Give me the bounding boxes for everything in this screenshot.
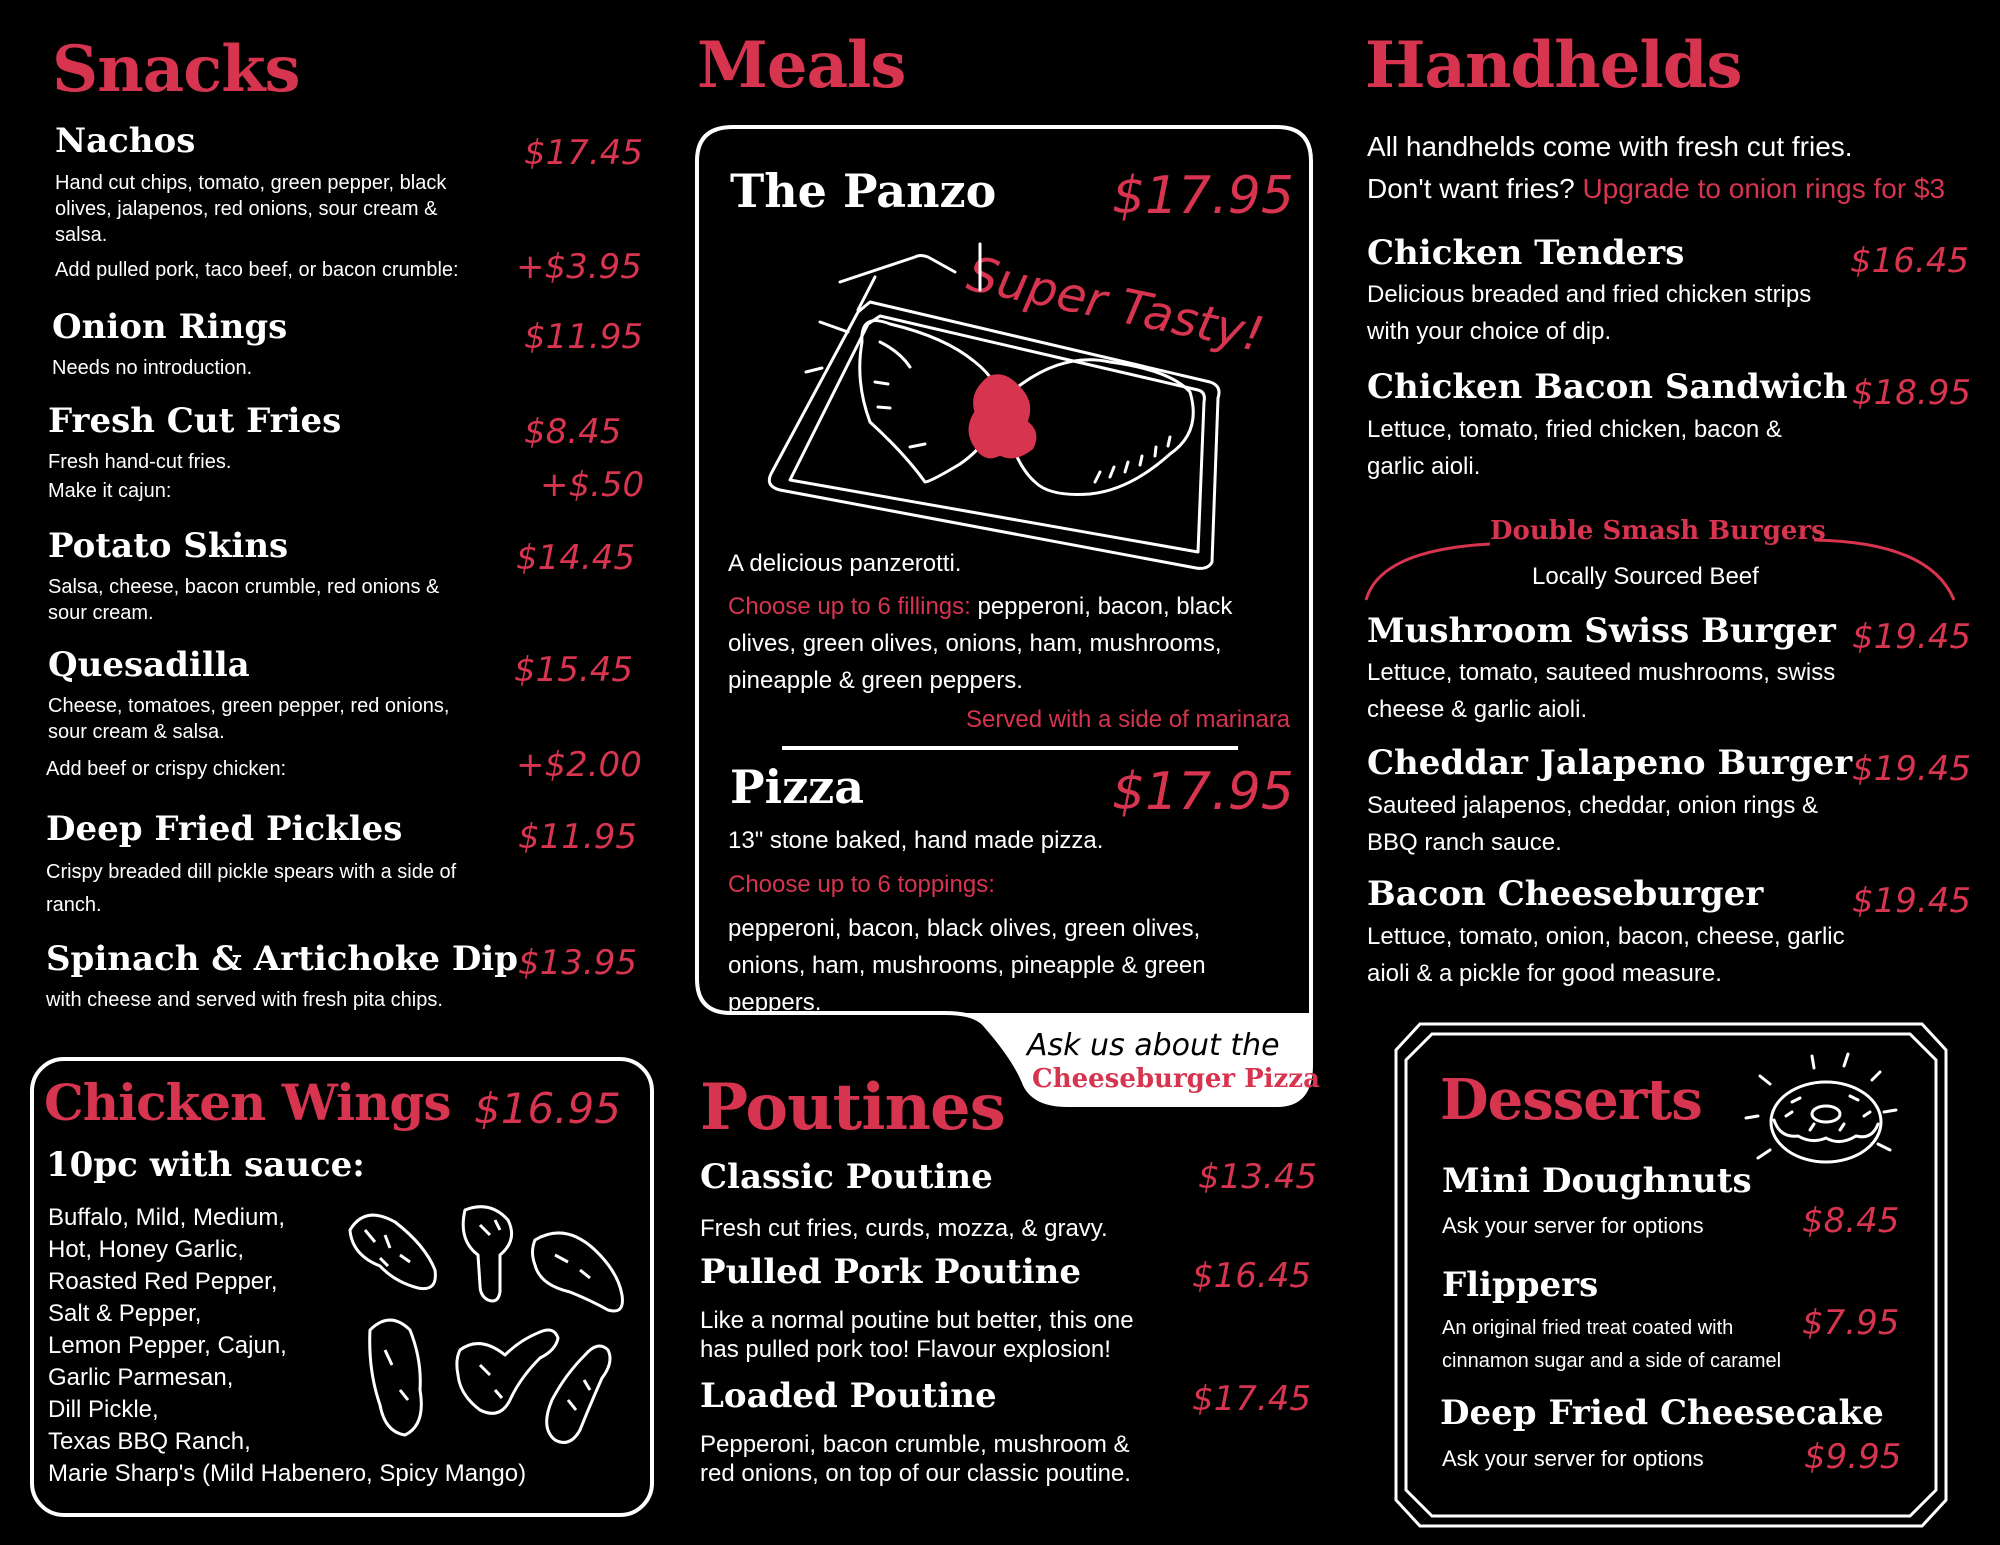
fries-desc: Fresh hand-cut fries. <box>48 451 232 473</box>
pickles-price: $11.95 <box>518 817 637 857</box>
dip-desc: with cheese and served with fresh pita chips. <box>46 989 443 1011</box>
flippers-name: Flippers <box>1442 1265 1599 1305</box>
flippers-desc-line-1: An original fried treat coated with <box>1442 1317 1734 1339</box>
toppings-line-3: peppers. <box>728 989 822 1016</box>
dip-name: Spinach & Artichoke Dip <box>46 939 518 979</box>
potato-skins-name: Potato Skins <box>48 526 289 566</box>
quesadilla-price: $15.45 <box>514 650 633 690</box>
intro-no-fries: Don't want fries? <box>1367 173 1575 204</box>
panzo-price: $17.95 <box>1112 166 1294 226</box>
nachos-addon-price: +$3.95 <box>516 247 642 287</box>
panzo-fillings <box>728 588 1288 699</box>
sandwich-desc-line-1: Lettuce, tomato, fried chicken, bacon & <box>1367 416 1782 443</box>
classic-poutine-price: $13.45 <box>1198 1157 1317 1197</box>
mushroom-burger-price: $19.45 <box>1852 617 1971 657</box>
sandwich-desc-line-2: garlic aioli. <box>1367 453 1481 480</box>
onion-rings-price: $11.95 <box>524 317 643 357</box>
ask-us-line: Ask us about the <box>1027 1028 1280 1063</box>
fries-name: Fresh Cut Fries <box>48 401 342 441</box>
nachos-name: Nachos <box>55 121 196 161</box>
chicken-wings-illustration <box>340 1200 630 1460</box>
loaded-desc-line-1: Pepperoni, bacon crumble, mushroom & <box>700 1431 1130 1458</box>
classic-poutine-desc: Fresh cut fries, curds, mozza, & gravy. <box>700 1215 1108 1242</box>
pickles-desc: Crispy breaded dill pickle spears with a side of ranch. <box>46 861 457 916</box>
loaded-poutine-name: Loaded Poutine <box>700 1376 997 1416</box>
onion-rings-desc: Needs no introduction. <box>52 357 253 379</box>
intro-line-1: All handhelds come with fresh cut fries. <box>1367 131 1853 162</box>
mini-doughnuts-price: $8.45 <box>1802 1201 1900 1241</box>
nachos-addon: Add pulled pork, taco beef, or bacon crumble: <box>55 259 459 281</box>
pulled-pork-poutine-desc <box>700 1306 1134 1364</box>
tenders-desc <box>1367 276 1811 350</box>
mini-doughnuts-name: Mini Doughnuts <box>1442 1161 1752 1201</box>
dip-price: $13.95 <box>518 943 637 983</box>
toppings-line-1: pepperoni, bacon, black olives, green olives, <box>728 915 1201 942</box>
bacon-desc-line-2: aioli & a pickle for good measure. <box>1367 960 1722 987</box>
poutines-title: Poutines <box>700 1070 1005 1145</box>
intro-line-2 <box>1367 168 1945 210</box>
tenders-price: $16.45 <box>1850 241 1969 281</box>
meals-divider <box>782 746 1238 750</box>
jalapeno-desc-line-2: BBQ ranch sauce. <box>1367 829 1562 856</box>
nachos-desc: Hand cut chips, tomato, green pepper, black olives, jalapenos, red onions, sour cream & salsa. <box>55 172 447 246</box>
panzo-served-note: Served with a side of marinara <box>966 706 1291 733</box>
snacks-title: Snacks <box>52 32 300 107</box>
bacon-cheeseburger-name: Bacon Cheeseburger <box>1367 874 1764 914</box>
meals-title: Meals <box>697 28 906 103</box>
cheeseburger-pizza-callout: Cheeseburger Pizza <box>1032 1064 1320 1094</box>
mini-doughnuts-desc: Ask your server for options <box>1442 1213 1704 1238</box>
super-tasty-tagline: Super Tasty! <box>962 246 1269 364</box>
jalapeno-burger-price: $19.45 <box>1852 749 1971 789</box>
fillings-line-3: pineapple & green peppers. <box>728 667 1023 694</box>
sauce-item: Marie Sharp's (Mild Habenero, Spicy Mango) <box>48 1460 527 1487</box>
fillings-line-1: pepperoni, bacon, black <box>977 593 1233 620</box>
sandwich-desc <box>1367 411 1782 485</box>
sauce-item: Lemon Pepper, Cajun, <box>48 1332 287 1359</box>
flippers-desc-line-2: cinnamon sugar and a side of caramel <box>1442 1350 1782 1372</box>
cheesecake-price: $9.95 <box>1804 1437 1902 1477</box>
sandwich-price: $18.95 <box>1852 373 1971 413</box>
fillings-line-2: olives, green olives, onions, ham, mushrooms, <box>728 630 1222 657</box>
onion-rings-name: Onion Rings <box>52 307 288 347</box>
quesadilla-addon: Add beef or crispy chicken: <box>46 758 287 780</box>
mushroom-desc-line-1: Lettuce, tomato, sauteed mushrooms, swiss <box>1367 659 1836 686</box>
locally-sourced-subheading: Locally Sourced Beef <box>1532 563 1759 590</box>
loaded-poutine-price: $17.45 <box>1192 1379 1311 1419</box>
potato-skins-desc: Salsa, cheese, bacon crumble, red onions & sour cream. <box>48 576 440 624</box>
panzo-desc: A delicious panzerotti. <box>728 550 962 577</box>
pizza-desc: 13" stone baked, hand made pizza. <box>728 827 1104 854</box>
tenders-desc-line-2: with your choice of dip. <box>1367 318 1612 345</box>
toppings-line-2: onions, ham, mushrooms, pineapple & green <box>728 952 1206 979</box>
quesadilla-name: Quesadilla <box>48 645 250 685</box>
sauce-item: Texas BBQ Ranch, <box>48 1428 251 1455</box>
loaded-poutine-desc <box>700 1430 1131 1488</box>
double-smash-burgers-heading: Double Smash Burgers <box>1490 516 1826 546</box>
pizza-price: $17.95 <box>1112 762 1294 822</box>
mushroom-desc-line-2: cheese & garlic aioli. <box>1367 696 1588 723</box>
classic-poutine-name: Classic Poutine <box>700 1157 993 1197</box>
fries-addon: Make it cajun: <box>48 480 172 502</box>
quesadilla-addon-price: +$2.00 <box>516 745 642 785</box>
sandwich-name: Chicken Bacon Sandwich <box>1367 367 1848 407</box>
nachos-price: $17.45 <box>524 133 643 173</box>
sauce-item: Salt & Pepper, <box>48 1300 202 1327</box>
pizza-toppings <box>728 910 1288 1021</box>
quesadilla-desc: Cheese, tomatoes, green pepper, red onions, sour cream & salsa. <box>48 695 450 743</box>
pickles-name: Deep Fried Pickles <box>46 809 403 849</box>
bacon-desc-line-1: Lettuce, tomato, onion, bacon, cheese, garlic <box>1367 923 1845 950</box>
bacon-cheeseburger-price: $19.45 <box>1852 881 1971 921</box>
handhelds-title: Handhelds <box>1365 28 1742 103</box>
flippers-price: $7.95 <box>1802 1303 1900 1343</box>
mushroom-burger-desc <box>1367 654 1835 728</box>
mushroom-burger-name: Mushroom Swiss Burger <box>1367 611 1836 651</box>
fillings-label: Choose up to 6 fillings: <box>728 593 971 620</box>
fries-addon-price: +$.50 <box>540 465 645 505</box>
panzo-name: The Panzo <box>730 164 997 218</box>
jalapeno-desc-line-1: Sauteed jalapenos, cheddar, onion rings & <box>1367 792 1818 819</box>
wings-price: $16.95 <box>474 1084 621 1133</box>
pulled-desc-line-1: Like a normal poutine but better, this one <box>700 1307 1134 1334</box>
upgrade-onion-rings: Upgrade to onion rings for $3 <box>1582 173 1946 204</box>
wings-subtitle: 10pc with sauce: <box>46 1145 365 1185</box>
sauce-item: Dill Pickle, <box>48 1396 159 1423</box>
potato-skins-price: $14.45 <box>516 538 635 578</box>
cheesecake-name: Deep Fried Cheesecake <box>1440 1393 1884 1433</box>
cheesecake-desc: Ask your server for options <box>1442 1446 1704 1471</box>
doughnut-icon <box>1740 1050 1910 1180</box>
sauce-item: Garlic Parmesan, <box>48 1364 234 1391</box>
pulled-pork-poutine-price: $16.45 <box>1192 1256 1311 1296</box>
pizza-name: Pizza <box>730 760 865 814</box>
jalapeno-burger-name: Cheddar Jalapeno Burger <box>1367 743 1853 783</box>
tenders-desc-line-1: Delicious breaded and fried chicken strips <box>1367 281 1812 308</box>
handhelds-intro <box>1367 126 1945 210</box>
flippers-desc <box>1442 1312 1781 1378</box>
pulled-desc-line-2: has pulled pork too! Flavour explosion! <box>700 1336 1111 1363</box>
loaded-desc-line-2: red onions, on top of our classic poutine. <box>700 1460 1131 1487</box>
pulled-pork-poutine-name: Pulled Pork Poutine <box>700 1252 1082 1292</box>
fries-price: $8.45 <box>524 412 622 452</box>
wings-title: Chicken Wings <box>44 1073 451 1132</box>
sauce-item: Hot, Honey Garlic, <box>48 1236 245 1263</box>
panzerotti-illustration <box>750 232 1230 572</box>
pizza-toppings-label: Choose up to 6 toppings: <box>728 871 995 898</box>
sauce-item: Buffalo, Mild, Medium, <box>48 1204 285 1231</box>
desserts-title: Desserts <box>1440 1067 1702 1133</box>
tenders-name: Chicken Tenders <box>1367 233 1685 273</box>
bacon-cheeseburger-desc <box>1367 918 1845 992</box>
jalapeno-burger-desc <box>1367 787 1818 861</box>
sauce-item: Roasted Red Pepper, <box>48 1268 278 1295</box>
